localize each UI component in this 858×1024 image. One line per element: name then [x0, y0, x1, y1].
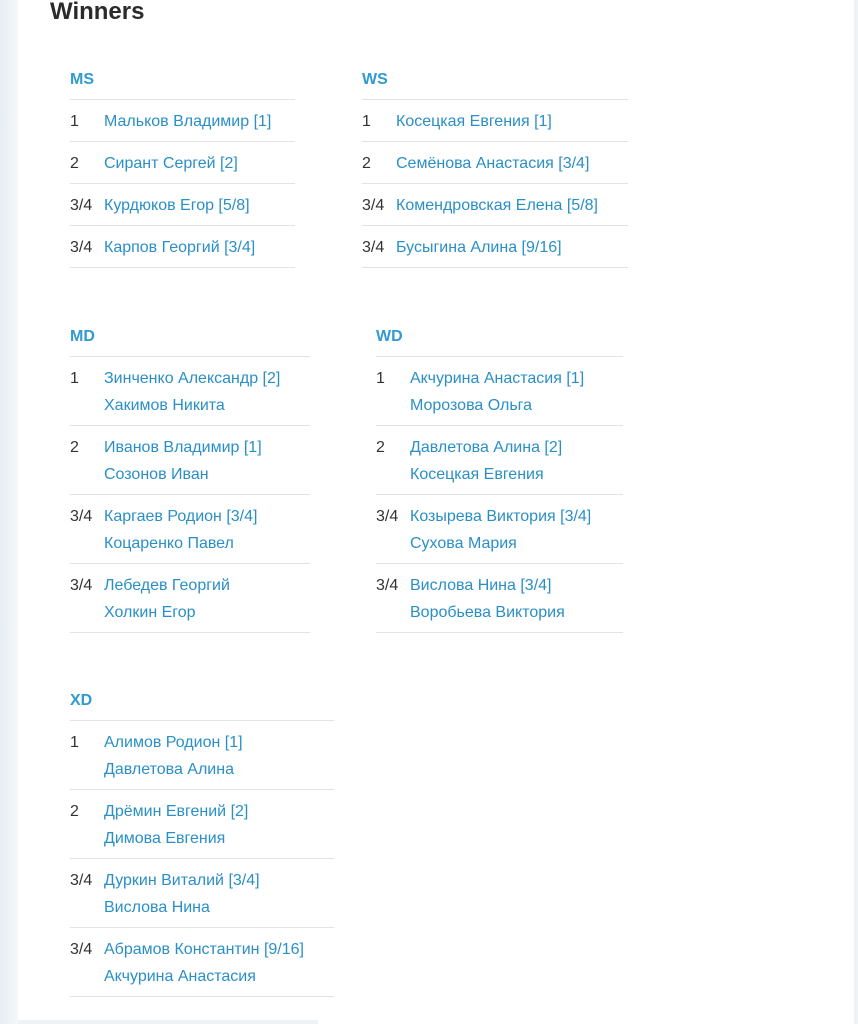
result-row: [376, 426, 623, 495]
players: [104, 576, 230, 630]
players: [396, 196, 598, 223]
player-link[interactable]: Сирант Сергей [2]: [104, 155, 238, 172]
player-link[interactable]: Холкин Егор: [104, 604, 196, 621]
result-row: [376, 564, 623, 633]
players: [104, 154, 238, 181]
result-row: [70, 928, 334, 997]
player-link[interactable]: Вислова Нина [3/4]: [410, 577, 552, 594]
place-label: 2: [376, 439, 385, 456]
page-right-edge: [854, 0, 858, 1024]
players: [410, 369, 584, 423]
players: [104, 733, 243, 787]
event-ms: [70, 70, 295, 268]
player-link[interactable]: Курдюков Егор [5/8]: [104, 197, 250, 214]
players: [396, 112, 552, 139]
player-link[interactable]: Акчурина Анастасия: [104, 968, 256, 985]
player-link[interactable]: Карпов Георгий [3/4]: [104, 239, 256, 256]
players: [410, 438, 562, 492]
result-row: [70, 790, 334, 859]
player-link[interactable]: Хакимов Никита: [104, 397, 225, 414]
result-row: [70, 859, 334, 928]
result-row: [362, 100, 628, 142]
place-label: 2: [362, 155, 371, 172]
player-link[interactable]: Бусыгина Алина [9/16]: [396, 239, 562, 256]
place-label: 2: [70, 439, 79, 456]
event-title: MD: [70, 327, 310, 357]
player-link[interactable]: Лебедев Георгий: [104, 577, 230, 594]
event-title: WD: [376, 327, 623, 357]
players: [104, 369, 280, 423]
player-link[interactable]: Вислова Нина: [104, 899, 210, 916]
player-link[interactable]: Абрамов Константин [9/16]: [104, 941, 304, 958]
player-link[interactable]: Мальков Владимир [1]: [104, 113, 272, 130]
result-row: [70, 564, 310, 633]
place-label: 2: [70, 803, 79, 820]
place-label: 3/4: [362, 239, 385, 256]
result-row: [362, 184, 628, 226]
player-link[interactable]: Воробьева Виктория: [410, 604, 565, 621]
player-link[interactable]: Комендровская Елена [5/8]: [396, 197, 598, 214]
page-left-edge: [0, 0, 18, 1024]
result-row: [70, 142, 295, 184]
event-title: MS: [70, 70, 295, 100]
player-link[interactable]: Иванов Владимир [1]: [104, 439, 262, 456]
player-link[interactable]: Акчурина Анастасия [1]: [410, 370, 585, 387]
player-link[interactable]: Дрёмин Евгений [2]: [104, 803, 249, 820]
result-row: [70, 357, 310, 426]
players: [104, 871, 260, 925]
players: [104, 112, 271, 139]
place-label: 1: [376, 370, 385, 387]
players: [396, 238, 562, 265]
player-link[interactable]: Косецкая Евгения: [410, 466, 544, 483]
result-row: [70, 495, 310, 564]
player-link[interactable]: Коцаренко Павел: [104, 535, 234, 552]
place-label: 3/4: [70, 941, 93, 958]
result-row: [70, 184, 295, 226]
players: [104, 802, 248, 856]
player-link[interactable]: Давлетова Алина: [104, 761, 234, 778]
player-link[interactable]: Каргаев Родион [3/4]: [104, 508, 258, 525]
event-ws: [362, 70, 628, 268]
player-link[interactable]: Алимов Родион [1]: [104, 734, 243, 751]
player-link[interactable]: Морозова Ольга: [410, 397, 533, 414]
event-wd: [376, 327, 623, 633]
player-link[interactable]: Семёнова Анастасия [3/4]: [396, 155, 590, 172]
player-link[interactable]: Димова Евгения: [104, 830, 226, 847]
place-label: 3/4: [70, 508, 93, 525]
place-label: 1: [70, 113, 79, 130]
players: [104, 196, 250, 223]
place-label: 2: [70, 155, 79, 172]
players: [410, 507, 591, 561]
place-label: 3/4: [376, 577, 399, 594]
players: [104, 238, 255, 265]
event-title: XD: [70, 691, 334, 721]
players: [396, 154, 589, 181]
place-label: 3/4: [376, 508, 399, 525]
place-label: 3/4: [70, 239, 93, 256]
player-link[interactable]: Зинченко Александр [2]: [104, 370, 281, 387]
players: [104, 507, 257, 561]
page-title: Winners: [50, 0, 145, 25]
player-link[interactable]: Созонов Иван: [104, 466, 209, 483]
place-label: 1: [70, 370, 79, 387]
place-label: 1: [70, 734, 79, 751]
place-label: 3/4: [70, 577, 93, 594]
page-bottom-edge: [18, 1020, 318, 1024]
player-link[interactable]: Давлетова Алина [2]: [410, 439, 563, 456]
place-label: 3/4: [362, 197, 385, 214]
event-xd: [70, 691, 334, 997]
players: [104, 940, 304, 994]
event-title: WS: [362, 70, 628, 100]
result-row: [362, 226, 628, 268]
player-link[interactable]: Дуркин Виталий [3/4]: [104, 872, 260, 889]
event-md: [70, 327, 310, 633]
result-row: [376, 357, 623, 426]
players: [104, 438, 262, 492]
result-row: [70, 226, 295, 268]
place-label: 1: [362, 113, 371, 130]
result-row: [70, 426, 310, 495]
player-link[interactable]: Косецкая Евгения [1]: [396, 113, 552, 130]
result-row: [376, 495, 623, 564]
player-link[interactable]: Сухова Мария: [410, 535, 517, 552]
result-row: [70, 100, 295, 142]
place-label: 3/4: [70, 872, 93, 889]
result-row: [70, 721, 334, 790]
result-row: [362, 142, 628, 184]
player-link[interactable]: Козырева Виктория [3/4]: [410, 508, 592, 525]
players: [410, 576, 565, 630]
place-label: 3/4: [70, 197, 93, 214]
